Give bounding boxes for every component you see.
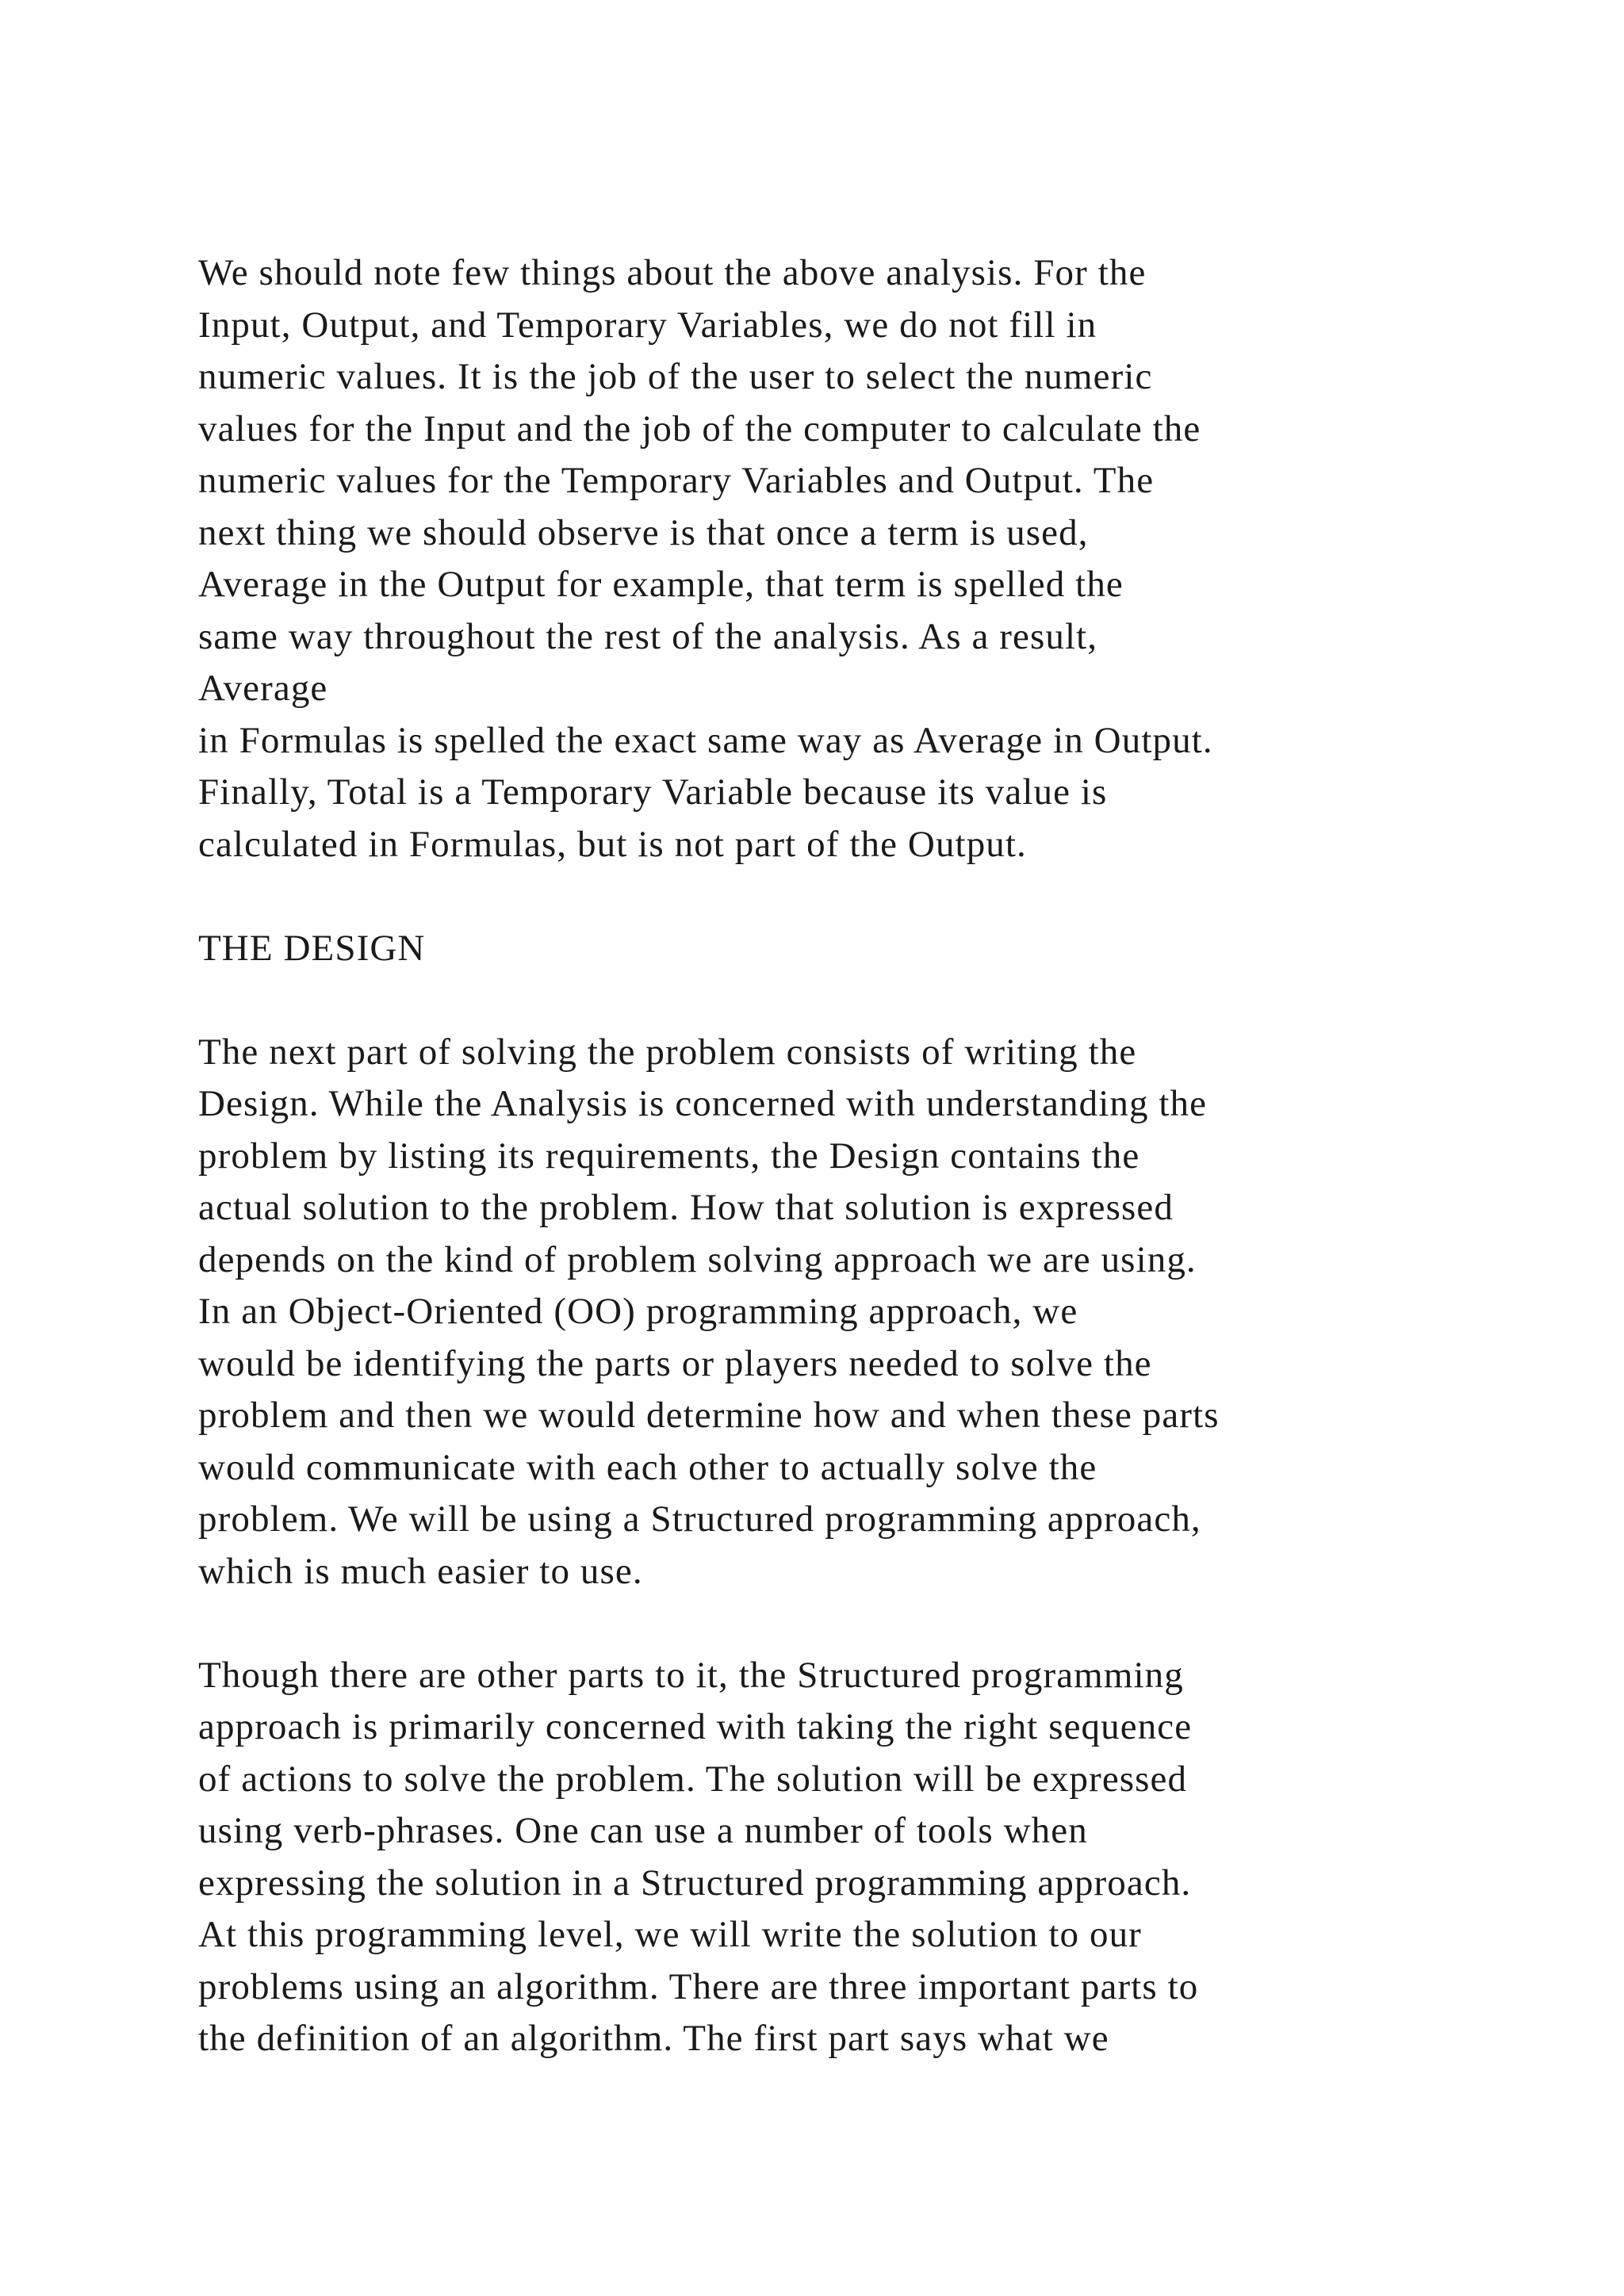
paragraph-structured-approach xyxy=(198,1650,1499,2065)
text-line: in Formulas is spelled the exact same way as Average in Output. xyxy=(198,719,1213,761)
text-line: of actions to solve the problem. The solution will be expressed xyxy=(198,1758,1188,1800)
text-line: We should note few things about the above analysis. For the xyxy=(198,252,1147,293)
text-line: would be identifying the parts or players needed to solve the xyxy=(198,1342,1152,1384)
text-line: using verb-phrases. One can use a number of tools when xyxy=(198,1810,1088,1851)
text-line: The next part of solving the problem consists of writing the xyxy=(198,1031,1137,1073)
text-line: next thing we should observe is that once a term is used, xyxy=(198,511,1089,553)
heading-the-design: THE DESIGN xyxy=(198,927,426,969)
text-line: the definition of an algorithm. The first part says what we xyxy=(198,2018,1109,2059)
text-line: At this programming level, we will write the solution to our xyxy=(198,1914,1142,1955)
text-line: same way throughout the rest of the analysis. As a result, xyxy=(198,615,1098,657)
text-line: problem and then we would determine how and when these parts xyxy=(198,1395,1220,1436)
text-line: Design. While the Analysis is concerned with understanding the xyxy=(198,1083,1208,1124)
text-line: calculated in Formulas, but is not part of the Output. xyxy=(198,823,1027,865)
text-line: expressing the solution in a Structured programming approach. xyxy=(198,1862,1192,1904)
text-line: Input, Output, and Temporary Variables, we do not fill in xyxy=(198,304,1097,346)
text-line: approach is primarily concerned with taking the right sequence xyxy=(198,1706,1193,1747)
text-line: actual solution to the problem. How that solution is expressed xyxy=(198,1187,1174,1228)
paragraph-spacer xyxy=(198,871,1499,923)
text-line: problem by listing its requirements, the Design contains the xyxy=(198,1135,1140,1177)
text-line: Though there are other parts to it, the Structured programming xyxy=(198,1654,1184,1696)
paragraph-analysis-notes xyxy=(198,247,1499,871)
text-line: values for the Input and the job of the computer to calculate the xyxy=(198,408,1201,450)
text-line: depends on the kind of problem solving approach we are using. xyxy=(198,1238,1197,1280)
paragraph-spacer xyxy=(198,1598,1499,1650)
text-line: would communicate with each other to actually solve the xyxy=(198,1446,1097,1488)
section-heading xyxy=(198,923,1499,975)
text-line: Average xyxy=(198,668,328,709)
text-line: Finally, Total is a Temporary Variable because its value is xyxy=(198,771,1108,813)
text-line: numeric values for the Temporary Variables and Output. The xyxy=(198,460,1155,501)
text-line: Average in the Output for example, that term is spelled the xyxy=(198,564,1124,605)
text-line: which is much easier to use. xyxy=(198,1550,643,1592)
text-line: problems using an algorithm. There are three important parts to xyxy=(198,1965,1199,2007)
paragraph-design-intro xyxy=(198,1027,1499,1598)
document-page xyxy=(198,247,1499,2065)
paragraph-spacer xyxy=(198,974,1499,1027)
text-line: numeric values. It is the job of the user to select the numeric xyxy=(198,356,1153,397)
text-line: problem. We will be using a Structured programming approach, xyxy=(198,1498,1201,1540)
text-line: In an Object-Oriented (OO) programming approach, we xyxy=(198,1291,1078,1332)
